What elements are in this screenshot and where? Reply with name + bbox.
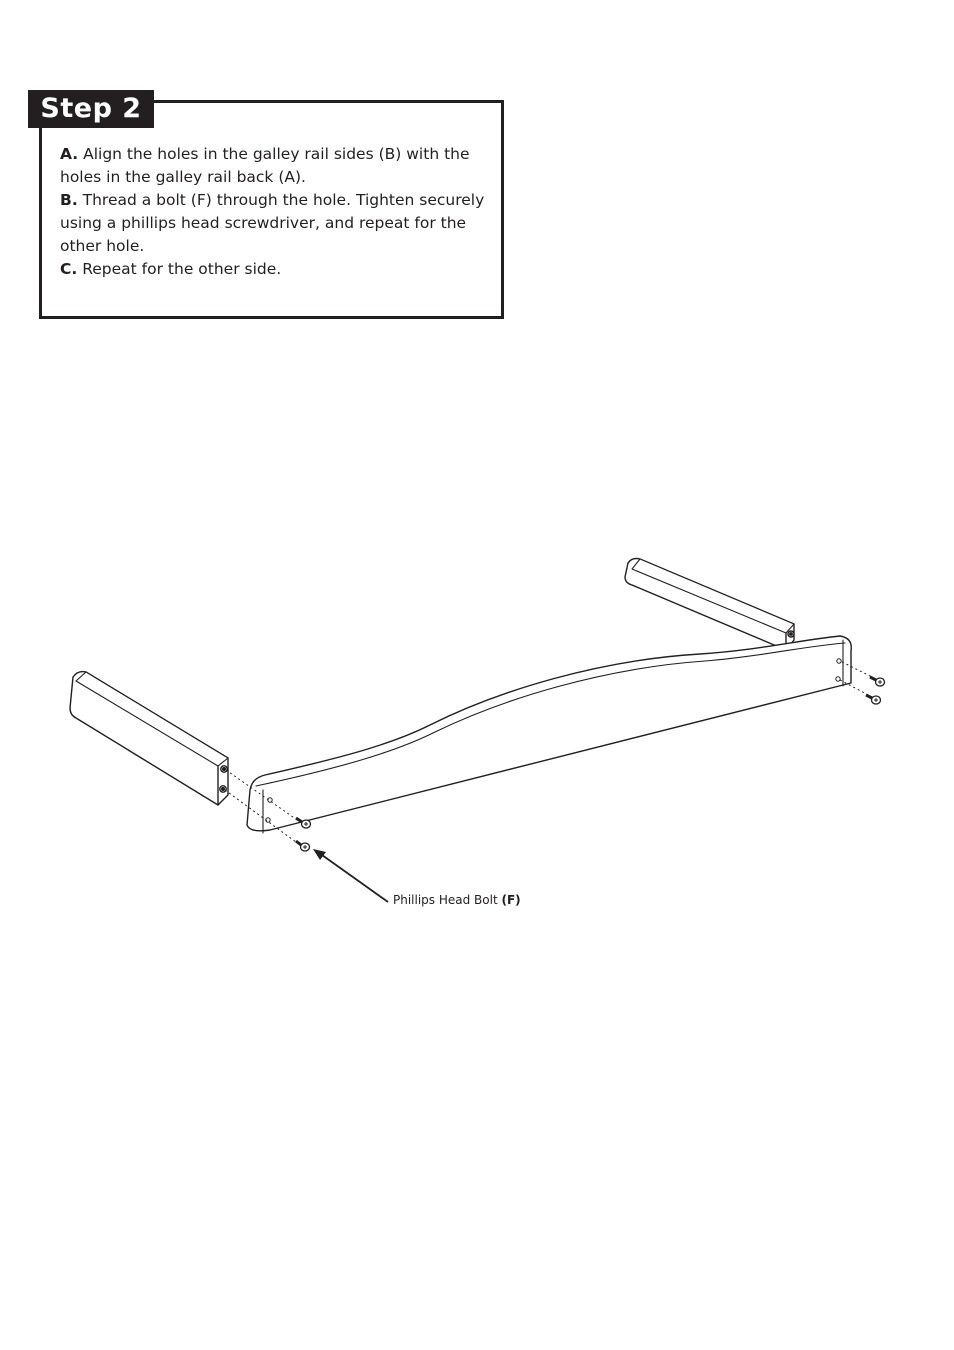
instruction-letter: C. [60, 260, 78, 278]
assembly-diagram [0, 540, 954, 940]
instruction-b [60, 189, 490, 258]
bolt-right-lower [866, 695, 881, 704]
bolt-left-lower [296, 841, 310, 851]
callout-label [393, 893, 521, 907]
callout-arrow [313, 849, 388, 902]
instruction-a [60, 143, 490, 189]
instruction-letter: A. [60, 145, 79, 163]
instruction-text: Align the holes in the galley rail sides (B) with the holes in the galley rail back (A). [60, 145, 470, 186]
instruction-text: Repeat for the other side. [77, 260, 282, 278]
instruction-c [60, 258, 490, 281]
galley-rail-back [247, 636, 851, 833]
step-title: Step 2 [28, 90, 154, 128]
bolt-right-upper [870, 677, 885, 686]
instruction-text: Thread a bolt (F) through the hole. Tighten securely using a phillips head screwdriver, and repeat for the other hole. [60, 191, 485, 255]
callout-part: (F) [501, 893, 521, 907]
galley-rail-side-right [625, 559, 794, 651]
instruction-letter: B. [60, 191, 78, 209]
galley-rail-side-left [70, 672, 228, 805]
callout-text: Phillips Head Bolt [393, 893, 502, 907]
instruction-list [60, 143, 490, 281]
